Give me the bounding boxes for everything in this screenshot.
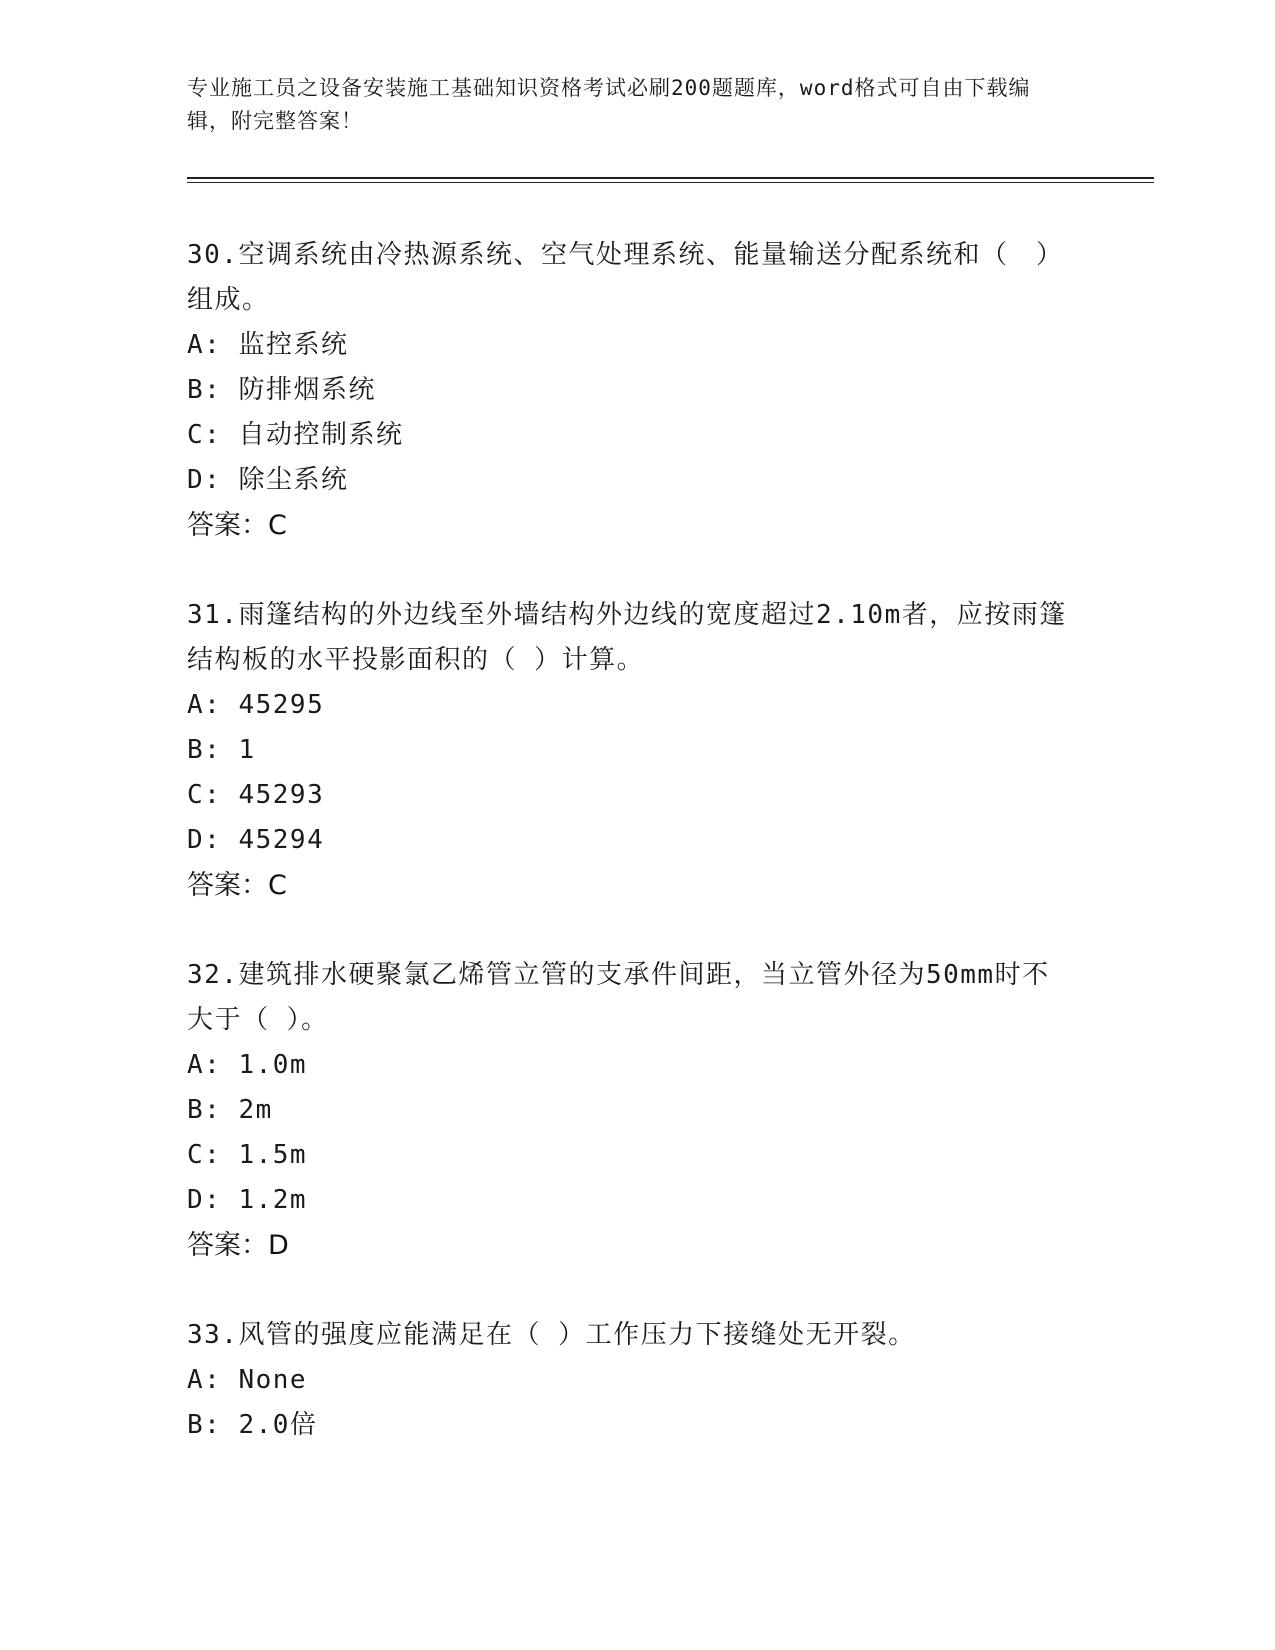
option-a: A: 45295: [187, 690, 325, 720]
option-d: D: 1.2m: [187, 1185, 308, 1215]
option-b: B: 2m: [187, 1095, 273, 1125]
question-list: [187, 233, 1087, 1492]
option-c: C: 1.5m: [187, 1140, 308, 1170]
answer: 答案：C: [187, 510, 287, 541]
option-d: D: 45294: [187, 825, 325, 855]
option-d: D: 除尘系统: [187, 465, 349, 495]
question-text: 33.风管的强度应能满足在（ ）工作压力下接缝处无开裂。: [187, 1320, 916, 1350]
option-b: B: 1: [187, 735, 256, 765]
option-a: A: 监控系统: [187, 330, 349, 360]
document-header: 专业施工员之设备安装施工基础知识资格考试必刷200题题库，word格式可自由下载编辑，附完整答案！: [187, 76, 1031, 133]
option-b: B: 2.0倍: [187, 1410, 318, 1440]
question-33: [187, 1313, 1087, 1448]
option-b: B: 防排烟系统: [187, 375, 376, 405]
question-text: 30.空调系统由冷热源系统、空气处理系统、能量输送分配系统和（ ）组成。: [187, 240, 1064, 315]
header-divider-top: [187, 177, 1154, 179]
question-31: [187, 593, 1087, 909]
option-a: A: 1.0m: [187, 1050, 308, 1080]
answer: 答案：C: [187, 870, 287, 901]
answer: 答案：D: [187, 1230, 289, 1261]
question-30: [187, 233, 1087, 549]
header-divider-bottom: [187, 182, 1154, 183]
option-c: C: 45293: [187, 780, 325, 810]
question-32: [187, 953, 1087, 1269]
question-text: 32.建筑排水硬聚氯乙烯管立管的支承件间距，当立管外径为50mm时不大于（ ）。: [187, 960, 1050, 1035]
question-text: 31.雨篷结构的外边线至外墙结构外边线的宽度超过2.10m者，应按雨篷结构板的水平投影面积的（ ）计算。: [187, 600, 1067, 675]
option-a: A: None: [187, 1365, 308, 1395]
option-c: C: 自动控制系统: [187, 420, 404, 450]
